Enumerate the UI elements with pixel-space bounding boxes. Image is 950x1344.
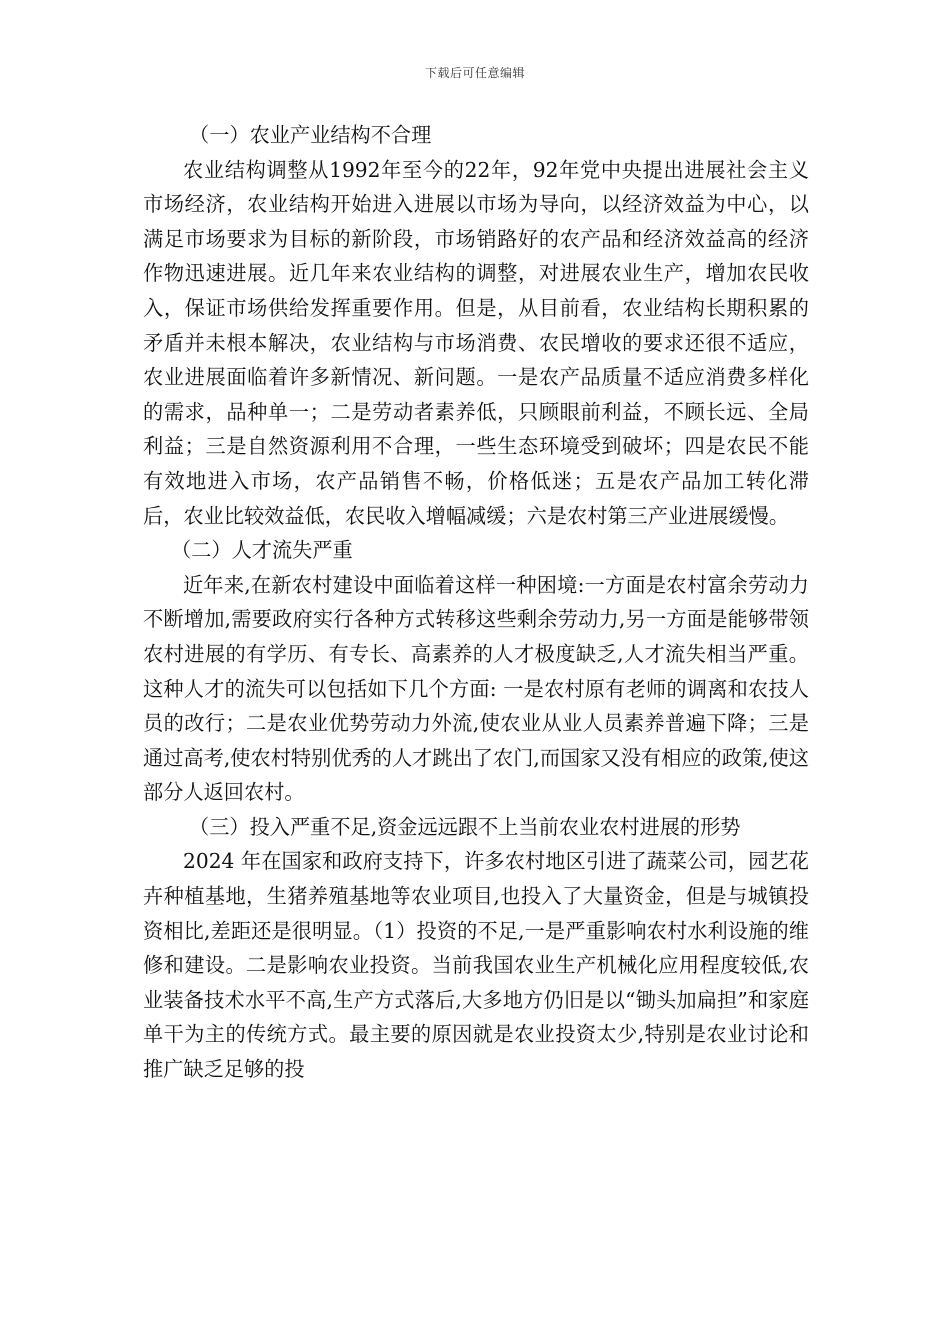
page-header-note: 下载后可任意编辑 (424, 66, 525, 80)
section-paragraph-3: 2024 年在国家和政府支持下，许多农村地区引进了蔬菜公司，园艺花卉种植基地，生猪养殖基地等农业项目,也投入了大量资金，但是与城镇投资相比,差距还是很明显。（1）投资的不足,一是严重影响农村水利设施的维修和建设。二是影响农业投资。当前我国农业生产机械化应用程度较低,农业装备技术水平不高,生产方式落后,大多地方仍旧是以“锄头加扁担”和家庭单干为主的传统方式。最主要的原因就是农业投资太少,特别是农业讨论和推广缺乏足够的投 (143, 849, 809, 1082)
section-paragraph-2: 近年来,在新农村建设中面临着这样一种困境:一方面是农村富余劳动力不断增加,需要政府实行各种方式转移这些剩余劳动力,另一方面是能够带领农村进展的有学历、有专长、高素养的人才极度缺乏,人才流失相当严重。这种人才的流失可以包括如下几个方面: 一是农村原有老师的调离和农技人员的改行；二是农业优势劳动力外流,使农业从业人员素养普遍下降；三是通过高考,使农村特别优秀的人才跳出了农门,而国家又没有相应的政策,使这部分人返回农村。 (143, 572, 809, 805)
section-paragraph-1: 农业结构调整从1992年至今的22年，92年党中央提出进展社会主义市场经济，农业结构开始进入进展以市场为导向，以经济效益为中心，以满足市场要求为目标的新阶段，市场销路好的农产品和经济效益高的经济作物迅速进展。近几年来农业结构的调整，对进展农业生产，增加农民收入，保证市场供给发挥重要作用。但是，从目前看，农业结构长期积累的矛盾并未根本解决，农业结构与市场消费、农民增收的要求还很不适应，农业进展面临着许多新情况、新问题。一是农产品质量不适应消费多样化的需求，品种单一；二是劳动者素养低，只顾眼前利益，不顾长远、全局利益；三是自然资源利用不合理，一些生态环境受到破坏；四是农民不能有效地进入市场，农产品销售不畅，价格低迷；五是农产品加工转化滞后，农业比较效益低，农民收入增幅减缓；六是农村第三产业进展缓慢。 (143, 157, 809, 528)
section-heading-3: （三）投入严重不足,资金远远跟不上当前农业农村进展的形势 (189, 814, 741, 839)
section-heading-1: （一）农业产业结构不合理 (189, 123, 432, 147)
section-heading-2: （二）人才流失严重 (171, 538, 353, 563)
document-body (143, 118, 809, 1087)
